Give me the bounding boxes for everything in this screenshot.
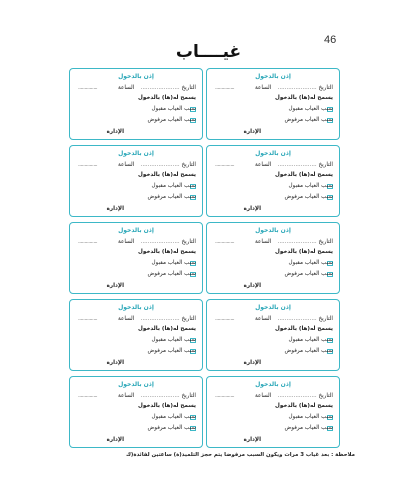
time-label: الساعة [118,239,135,245]
date-dots: ...................... [277,239,317,245]
administration-label: الإدارة [106,206,124,212]
time-label: الساعة [255,239,272,245]
page-title-wrap [0,42,417,62]
reason-accepted-label: سبب الغياب مقبول [151,414,196,420]
date-dots: ...................... [140,162,180,168]
allow-entry-text: يسمح له(ها) بالدخول [275,403,333,409]
entry-permit-card [206,376,340,448]
allow-entry-text: يسمح له(ها) بالدخول [138,95,196,101]
reason-rejected-label: سبب الغياب مرفوض [147,425,196,431]
date-dots: ...................... [277,393,317,399]
date-label: التاريخ [318,239,333,245]
administration-label: الإدارة [106,437,124,443]
reason-rejected-label: سبب الغياب مرفوض [284,348,333,354]
time-dots: ............... [215,316,235,322]
entry-permit-card [69,376,203,448]
date-row [76,240,196,246]
administration-label: الإدارة [106,283,124,289]
reason-accepted-label: سبب الغياب مقبول [288,106,333,112]
reason-accepted-label: سبب الغياب مقبول [288,414,333,420]
entry-permit-card [69,68,203,140]
administration-label: الإدارة [243,283,261,289]
reason-rejected-label: سبب الغياب مرفوض [284,194,333,200]
date-label: التاريخ [318,393,333,399]
date-label: التاريخ [318,316,333,322]
date-label: التاريخ [181,393,196,399]
administration-label: الإدارة [106,129,124,135]
date-label: التاريخ [318,162,333,168]
reason-rejected-label: سبب الغياب مرفوض [147,117,196,123]
time-dots: ............... [78,162,98,168]
card-heading: إذن بالدخول [255,227,291,234]
entry-permit-card [69,145,203,217]
entry-permit-card [206,299,340,371]
date-label: التاريخ [181,85,196,91]
time-label: الساعة [118,316,135,322]
allow-entry-text: يسمح له(ها) بالدخول [138,326,196,332]
date-row [213,317,333,323]
allow-entry-text: يسمح له(ها) بالدخول [138,172,196,178]
footer-note: ملاحظة : بعد غياب 3 مرات ويكون السبب مرفوضا يتم حجز التلميذ(ة) ساعتين لفائدة(ك [125,452,355,458]
date-row [213,163,333,169]
date-row [213,86,333,92]
time-label: الساعة [118,393,135,399]
card-heading: إذن بالدخول [118,381,154,388]
time-dots: ............... [215,239,235,245]
page-number: 46 [324,34,337,46]
reason-accepted-label: سبب الغياب مقبول [288,260,333,266]
reason-rejected-label: سبب الغياب مرفوض [147,194,196,200]
time-dots: ............... [215,393,235,399]
allow-entry-text: يسمح له(ها) بالدخول [138,249,196,255]
time-label: الساعة [255,162,272,168]
date-dots: ...................... [277,162,317,168]
entry-permit-card [206,222,340,294]
reason-rejected-label: سبب الغياب مرفوض [284,425,333,431]
date-dots: ...................... [140,316,180,322]
entry-permit-card [206,68,340,140]
time-label: الساعة [255,85,272,91]
reason-accepted-label: سبب الغياب مقبول [288,337,333,343]
time-dots: ............... [78,393,98,399]
time-label: الساعة [255,316,272,322]
entry-permit-card [69,222,203,294]
allow-entry-text: يسمح له(ها) بالدخول [275,95,333,101]
card-heading: إذن بالدخول [118,304,154,311]
date-row [76,86,196,92]
reason-accepted-label: سبب الغياب مقبول [151,337,196,343]
reason-rejected-label: سبب الغياب مرفوض [284,271,333,277]
date-dots: ...................... [140,393,180,399]
card-heading: إذن بالدخول [255,150,291,157]
date-dots: ...................... [277,316,317,322]
card-heading: إذن بالدخول [118,73,154,80]
date-row [76,163,196,169]
allow-entry-text: يسمح له(ها) بالدخول [138,403,196,409]
allow-entry-text: يسمح له(ها) بالدخول [275,172,333,178]
page-title: غيــــاب [175,42,242,62]
card-heading: إذن بالدخول [118,227,154,234]
entry-permit-card [69,299,203,371]
reason-accepted-label: سبب الغياب مقبول [288,183,333,189]
allow-entry-text: يسمح له(ها) بالدخول [275,249,333,255]
date-label: التاريخ [181,316,196,322]
date-label: التاريخ [181,239,196,245]
date-dots: ...................... [277,85,317,91]
time-dots: ............... [215,85,235,91]
reason-accepted-label: سبب الغياب مقبول [151,183,196,189]
date-row [213,240,333,246]
time-label: الساعة [118,85,135,91]
card-heading: إذن بالدخول [255,381,291,388]
reason-rejected-label: سبب الغياب مرفوض [147,348,196,354]
date-row [76,394,196,400]
administration-label: الإدارة [243,129,261,135]
date-dots: ...................... [140,239,180,245]
date-label: التاريخ [318,85,333,91]
reason-accepted-label: سبب الغياب مقبول [151,106,196,112]
entry-permit-card [206,145,340,217]
time-dots: ............... [215,162,235,168]
reason-rejected-label: سبب الغياب مرفوض [284,117,333,123]
allow-entry-text: يسمح له(ها) بالدخول [275,326,333,332]
time-dots: ............... [78,85,98,91]
time-dots: ............... [78,239,98,245]
reason-accepted-label: سبب الغياب مقبول [151,260,196,266]
date-label: التاريخ [181,162,196,168]
administration-label: الإدارة [243,360,261,366]
card-heading: إذن بالدخول [118,150,154,157]
time-label: الساعة [118,162,135,168]
time-dots: ............... [78,316,98,322]
administration-label: الإدارة [243,206,261,212]
date-dots: ...................... [140,85,180,91]
administration-label: الإدارة [106,360,124,366]
reason-rejected-label: سبب الغياب مرفوض [147,271,196,277]
administration-label: الإدارة [243,437,261,443]
card-heading: إذن بالدخول [255,304,291,311]
date-row [76,317,196,323]
card-heading: إذن بالدخول [255,73,291,80]
time-label: الساعة [255,393,272,399]
date-row [213,394,333,400]
